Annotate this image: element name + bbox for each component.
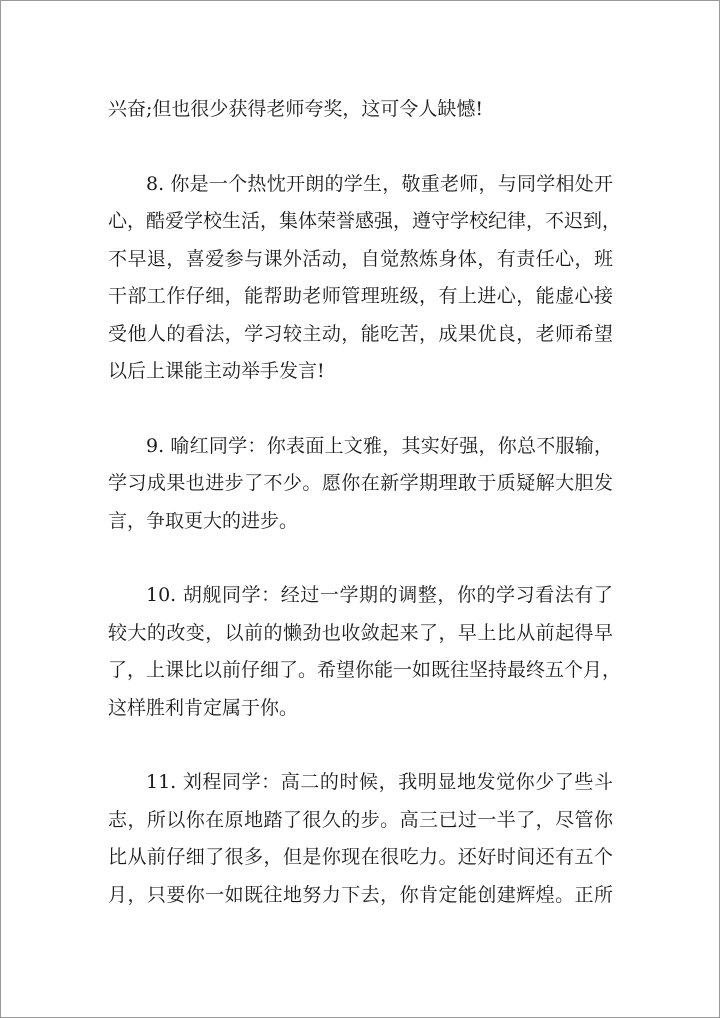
text-line: 受他人的看法，学习较主动，能吃苦，成果优良，老师希望 [108, 322, 613, 345]
text-line: 志，所以你在原地踏了很久的步。高三已过一半了，尽管你 [108, 808, 613, 831]
text-line: 以后上课能主动举手发言! [108, 360, 325, 382]
paragraph-continuation [108, 91, 613, 129]
text-line: 兴奋;但也很少获得老师夸奖，这可令人缺憾! [108, 98, 484, 120]
text-line: 心，酷爱学校生活，集体荣誉感强，遵守学校纪律，不迟到， [108, 210, 622, 232]
text-line: 了，上课比以前仔细了。希望你能一如既往坚持最终五个月， [108, 659, 622, 681]
paragraph-comment-8 [108, 166, 622, 391]
text-line: 比从前仔细了很多，但是你现在很吃力。还好时间还有五个 [108, 846, 613, 868]
text-line: 不早退，喜爱参与课外活动，自觉熬炼身体，有责任心，班 [108, 247, 613, 270]
text-line: 11. 刘程同学：高二的时候，我明显地发觉你少了些斗 [146, 771, 613, 793]
text-line: 干部工作仔细，能帮助老师管理班级，有上进心，能虚心接 [108, 285, 613, 307]
text-line: 言，争取更大的进步。 [108, 509, 299, 532]
text-line: 较大的改变，以前的懒劲也收敛起来了，早上比从前起得早 [108, 621, 613, 644]
text-line: 月，只要你一如既往地努力下去，你肯定能创建辉煌。正所 [108, 883, 613, 906]
text-line: 9. 喻红同学：你表面上文雅，其实好强，你总不服输， [146, 434, 613, 457]
document-body [108, 91, 622, 951]
text-line: 10. 胡舰同学：经过一学期的调整，你的学习看法有了 [146, 584, 613, 606]
text-line: 8. 你是一个热忱开朗的学生，敬重老师，与同学相处开 [146, 172, 613, 195]
paragraph-comment-10 [108, 577, 622, 727]
paragraph-comment-9 [108, 428, 613, 541]
paragraph-comment-11 [108, 764, 613, 914]
text-line: 这样胜利肯定属于你。 [108, 696, 299, 719]
text-line: 学习成果也进步了不少。愿你在新学期理敢于质疑解大胆发 [108, 472, 613, 494]
